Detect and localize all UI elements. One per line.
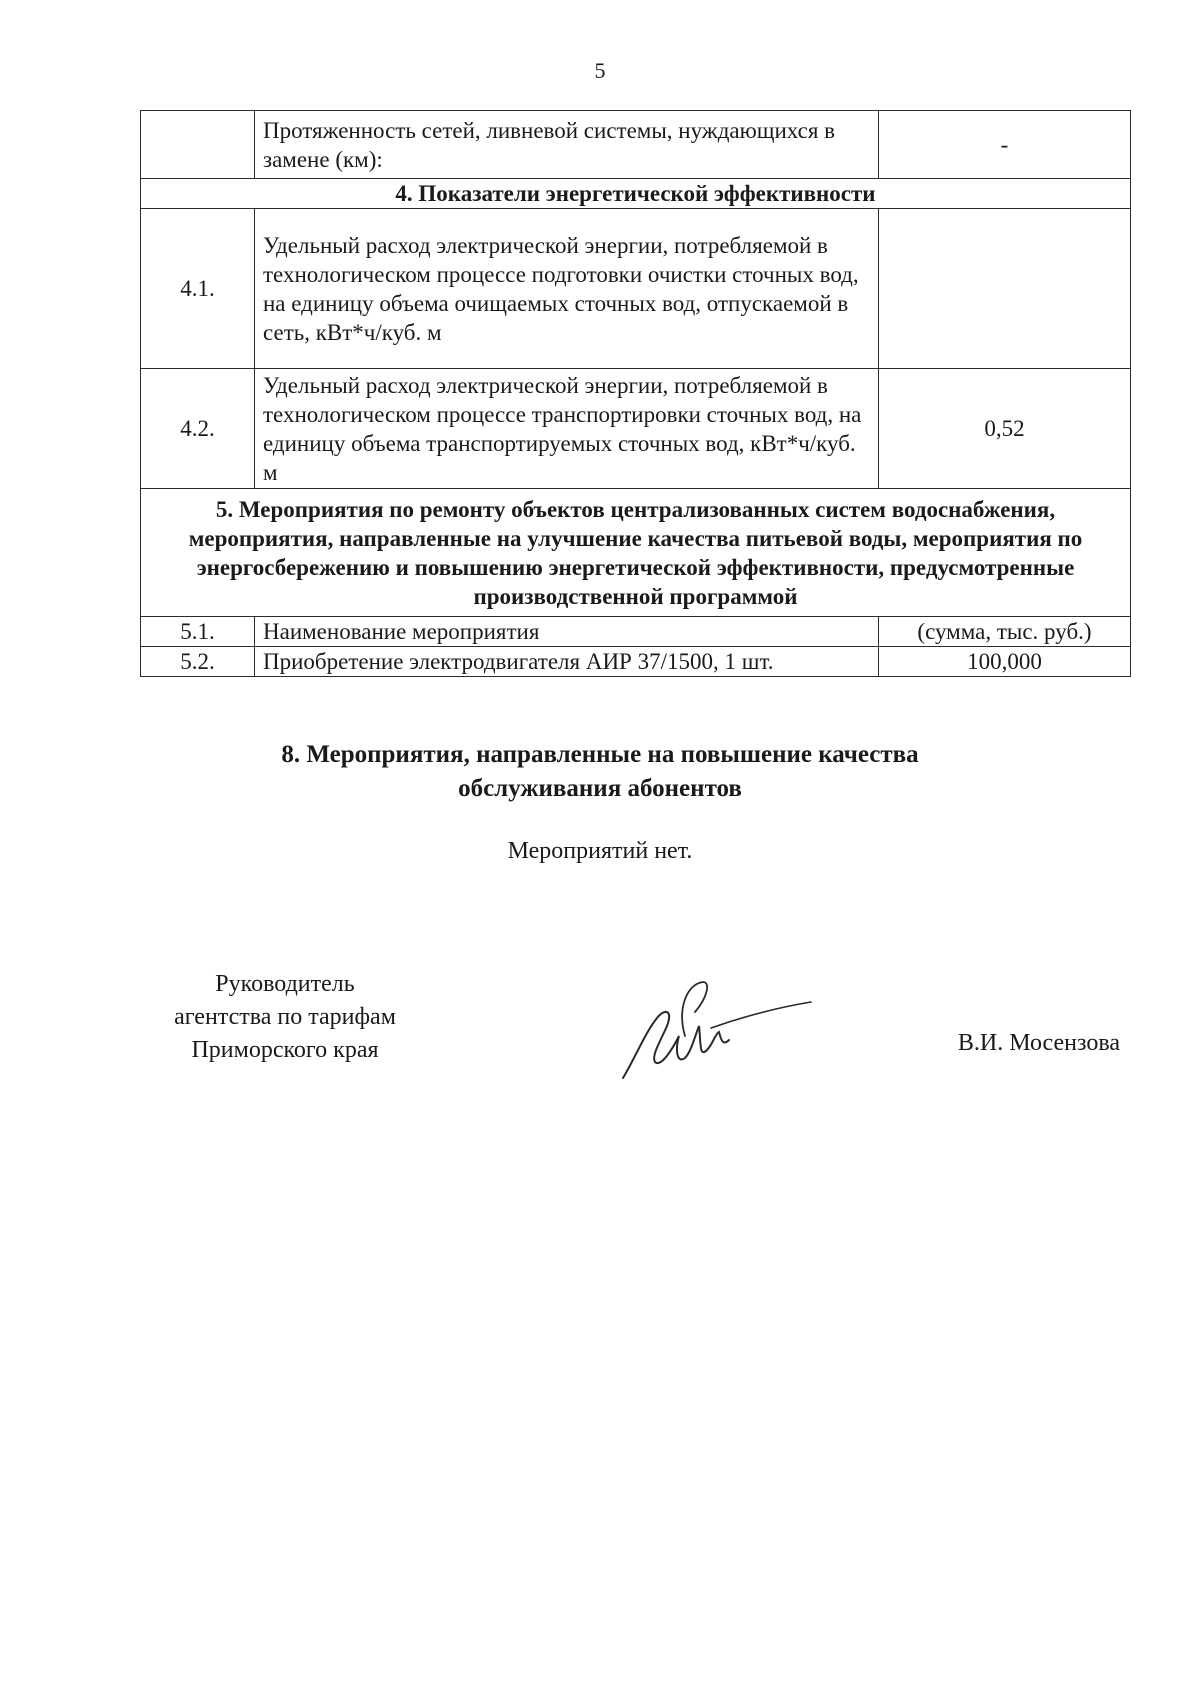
- row-number: 4.1.: [141, 209, 255, 369]
- row-number: 5.1.: [141, 617, 255, 647]
- row-label: Наименование мероприятия: [255, 617, 879, 647]
- row-number: [141, 111, 255, 179]
- row-number: 4.2.: [141, 369, 255, 489]
- position-line: Руководитель: [215, 971, 355, 997]
- signature-stroke: [623, 1012, 729, 1078]
- row-value: -: [879, 111, 1131, 179]
- position-line: Приморского края: [191, 1037, 379, 1063]
- table-row: [141, 111, 1131, 179]
- section-header-row: [141, 179, 1131, 209]
- row-label: Протяженность сетей, ливневой системы, нуждающихся в замене (км):: [255, 111, 879, 179]
- table-row: [141, 369, 1131, 489]
- signatory-name: В.И. Мосензова: [957, 1030, 1120, 1056]
- signature-stroke: [682, 982, 707, 1036]
- row-number: 5.2.: [141, 647, 255, 677]
- row-value: (сумма, тыс. руб.): [879, 617, 1131, 647]
- signature-stroke: [711, 1002, 811, 1028]
- table-row: [141, 647, 1131, 677]
- section-8-title-line: обслуживания абонентов: [458, 775, 742, 802]
- section-8-title-line: 8. Мероприятия, направленные на повышение качества: [281, 741, 919, 768]
- row-label: Удельный расход электрической энергии, потребляемой в технологическом процессе транспортировки сточных вод, на единицу объема транспортируемых сточных вод, кВт*ч/куб. м: [255, 369, 879, 489]
- position-line: агентства по тарифам: [174, 1004, 396, 1030]
- table-row: [141, 209, 1131, 369]
- section-header-row: [141, 489, 1131, 617]
- section-5-title: 5. Мероприятия по ремонту объектов централизованных систем водоснабжения, мероприятия, направленные на улучшение качества питьевой воды, мероприятия по энергосбережению и повышению энергетической эффективности, предусмотренные производственной программой: [141, 489, 1131, 617]
- table-row: [141, 617, 1131, 647]
- section-8-heading: [0, 738, 1200, 806]
- section-8-body: Мероприятий нет.: [507, 838, 693, 864]
- handwritten-signature: [615, 978, 815, 1088]
- row-value: 0,52: [879, 369, 1131, 489]
- indicators-table: [140, 110, 1131, 677]
- section-4-title: 4. Показатели энергетической эффективности: [141, 179, 1131, 209]
- row-label: Приобретение электродвигателя АИР 37/1500, 1 шт.: [255, 647, 879, 677]
- row-label: Удельный расход электрической энергии, потребляемой в технологическом процессе подготовки очистки сточных вод, на единицу объема очищаемых сточных вод, отпускаемой в сеть, кВт*ч/куб. м: [255, 209, 879, 369]
- signatory-position: [140, 968, 430, 1067]
- row-value: [879, 209, 1131, 369]
- page-number: 5: [594, 58, 606, 83]
- row-value: 100,000: [879, 647, 1131, 677]
